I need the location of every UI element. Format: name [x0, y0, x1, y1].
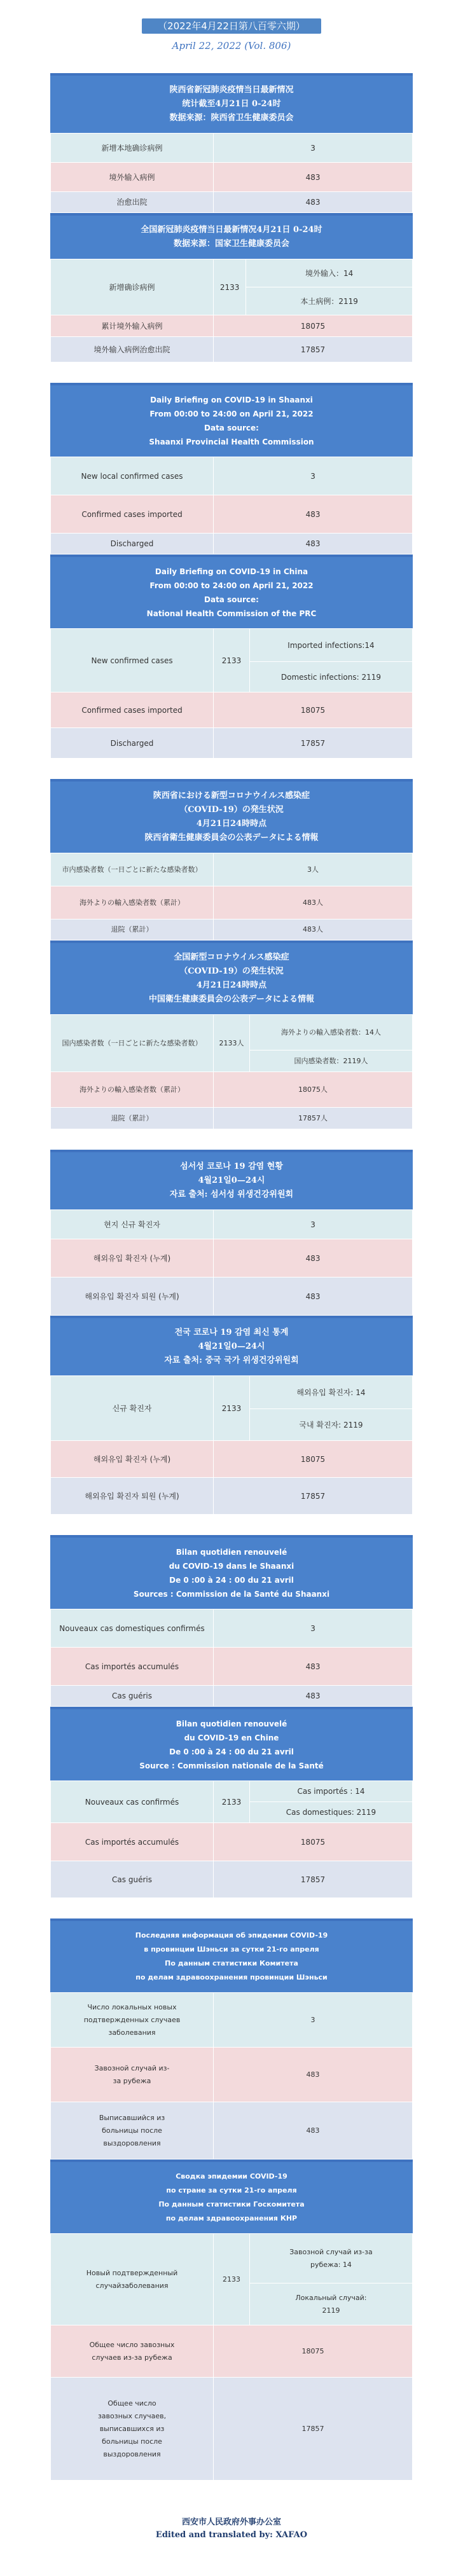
table-row: [51, 534, 413, 554]
table-row: [51, 495, 413, 534]
row-value: 483人: [214, 920, 413, 940]
title-line: 陕西省新冠肺炎疫情当日最新情况: [169, 85, 294, 95]
ru-shaanxi-title: [50, 1918, 413, 1992]
row-label: 해외유입 확진자 퇴원 (누계): [51, 1478, 214, 1515]
title-line: Сводка эпидемии COVID-19: [176, 2172, 287, 2180]
ko-shaanxi-section: [50, 1150, 413, 1316]
footer-credit: Edited and translated by: XAFAO: [155, 2530, 308, 2540]
page: [0, 18, 463, 2554]
title-line: From 00:00 to 24:00 on April 21, 2022: [149, 410, 314, 418]
row-label: Число локальных новых подтвержденных случаев заболевания: [51, 1993, 214, 2048]
row-value: 483: [214, 2048, 413, 2102]
title-line: Последняя информация об эпидемии COVID-19: [135, 1931, 328, 1939]
imported-cell: 해외유입 확진자: 14: [249, 1376, 412, 1409]
title-line: Daily Briefing on COVID-19 in China: [155, 567, 308, 576]
title-line: по делам здравоохранения КНР: [165, 2214, 298, 2222]
title-line: 자료 출처: 중국 국가 위생건강위원회: [164, 1356, 299, 1365]
row-label: Cas importés accumulés: [51, 1823, 214, 1861]
table-row: [51, 629, 413, 662]
row-value: 3: [214, 134, 413, 163]
ko-china-table: [50, 1375, 413, 1515]
title-line: 陝西省衛生健康委員会の公表データによる情報: [144, 833, 319, 843]
row-value: 483: [214, 495, 413, 534]
row-label: 해외유입 확진자 (누계): [51, 1441, 214, 1478]
title-line: 섬서성 코로나 19 감염 현황: [180, 1162, 283, 1171]
row-value: 18075: [214, 1441, 413, 1478]
row-value: 483: [214, 163, 413, 192]
ko-shaanxi-table: [50, 1209, 413, 1316]
title-line: du COVID-19 en Chine: [184, 1733, 279, 1742]
title-line: 中国衛生健康委員会の公表データによる情報: [148, 995, 314, 1004]
row-label: 治愈出院: [51, 192, 214, 213]
row-label: Общее число завозных случаев, выписавшихся из больницы после выздоровления: [51, 2378, 214, 2481]
row-value: 18075: [214, 692, 413, 728]
title-line: 数据来源：陕西省卫生健康委员会: [169, 113, 294, 123]
ru-china-title: [50, 2159, 413, 2233]
title-line: 4월21일0—24시: [198, 1342, 265, 1351]
en-china-title: [50, 554, 413, 628]
table-row: [51, 2325, 413, 2378]
row-value: 17857: [214, 337, 413, 362]
footer: [0, 2516, 463, 2542]
en-china-section: [50, 554, 413, 759]
local-cell: 국내 확진자: 2119: [249, 1409, 412, 1441]
title-line: в провинции Шэньси за сутки 21-го апреля: [144, 1945, 319, 1953]
title-line: по делам здравоохранения провинции Шэньси: [135, 1973, 328, 1981]
table-row: [51, 337, 413, 362]
table-row: [51, 1861, 413, 1898]
title-line: 4月21日24時時点: [196, 981, 267, 990]
imported-cell: Завозной случай из-за рубежа: 14: [249, 2234, 412, 2283]
ko-china-title: [50, 1316, 413, 1375]
row-value: 483: [214, 1648, 413, 1686]
table-row: [51, 853, 413, 886]
row-value: 2133: [214, 629, 250, 692]
row-label: 新增确诊病例: [51, 259, 214, 315]
row-value: 483: [214, 1686, 413, 1707]
table-row: [51, 1686, 413, 1707]
title-line: 전국 코로나 19 감염 최신 통계: [174, 1328, 289, 1337]
date-badge: （2022年4月22日第八百零六期）: [142, 18, 321, 34]
table-row: [51, 692, 413, 728]
title-line: 统计截至4月21日 0-24时: [182, 99, 281, 109]
row-value: 483: [214, 192, 413, 213]
title-line: du COVID-19 dans le Shaanxi: [169, 1562, 294, 1571]
local-cell: 国内感染者数：2119人: [249, 1050, 412, 1072]
row-value: 17857人: [214, 1108, 413, 1129]
ru-china-table: [50, 2233, 413, 2481]
en-shaanxi-title: [50, 383, 413, 457]
row-value: 17857: [214, 2378, 413, 2481]
row-value: 3: [214, 457, 413, 495]
title-line: Shaanxi Provincial Health Commission: [149, 437, 314, 446]
imported-cell: 境外输入：14: [246, 259, 413, 287]
table-row: [51, 2048, 413, 2102]
table-row: [51, 134, 413, 163]
ja-china-table: [50, 1014, 413, 1129]
row-label: Cas guéris: [51, 1686, 214, 1707]
title-line: По данным статистики Комитета: [165, 1959, 298, 1967]
table-row: [51, 1072, 413, 1108]
table-row: [51, 315, 413, 337]
fr-china-title: [50, 1707, 413, 1780]
local-cell: Domestic infections: 2119: [249, 662, 412, 692]
row-value: 18075: [214, 2325, 413, 2378]
zh-shaanxi-table: [50, 133, 413, 213]
row-label: Nouveaux cas confirmés: [51, 1781, 214, 1823]
row-value: 3人: [214, 853, 413, 886]
row-label: New confirmed cases: [51, 629, 214, 692]
en-shaanxi-section: [50, 383, 413, 554]
title-line: Data source:: [204, 424, 259, 432]
table-row: [51, 1239, 413, 1278]
imported-cell: Cas importés : 14: [249, 1781, 412, 1802]
zh-china-title: [50, 213, 413, 259]
zh-shaanxi-section: [50, 73, 413, 213]
ko-china-section: [50, 1316, 413, 1515]
title-line: 자료 출처: 섬서성 위생건강위원회: [169, 1190, 294, 1199]
table-row: [51, 192, 413, 213]
title-line: De 0 :00 à 24 : 00 du 21 avril: [169, 1747, 294, 1756]
title-line: 陝西省における新型コロナウイルス感染症: [153, 791, 310, 801]
title-line: 全国新冠肺炎疫情当日最新情况4月21日 0-24时: [141, 225, 322, 235]
row-value: 3: [214, 1993, 413, 2048]
fr-shaanxi-section: [50, 1535, 413, 1707]
title-line: 4月21日24時時点: [196, 819, 267, 829]
row-label: Завозной случай из-за рубежа: [51, 2048, 214, 2102]
row-value: 18075: [214, 1823, 413, 1861]
title-line: （COVID-19）の発生状況: [179, 967, 284, 976]
table-row: [51, 2234, 413, 2283]
table-row: [51, 259, 413, 287]
row-value: 3: [214, 1609, 413, 1648]
table-row: [51, 1648, 413, 1686]
ko-shaanxi-title: [50, 1150, 413, 1209]
row-label: 현지 신규 확진자: [51, 1210, 214, 1239]
row-value: 17857: [214, 1478, 413, 1515]
table-row: [51, 1609, 413, 1648]
table-row: [51, 1993, 413, 2048]
table-row: [51, 1015, 413, 1050]
table-row: [51, 728, 413, 759]
en-shaanxi-table: [50, 457, 413, 554]
table-row: [51, 1781, 413, 1802]
row-label: 退院（累計）: [51, 920, 214, 940]
local-cell: Cas domestiques: 2119: [249, 1802, 412, 1823]
ja-china-title: [50, 940, 413, 1014]
row-value: 3: [214, 1210, 413, 1239]
row-value: 483: [214, 2102, 413, 2159]
row-label: Общее число завозных случаев из-за рубежа: [51, 2325, 214, 2378]
title-line: 4월21일0—24시: [198, 1176, 265, 1185]
table-row: [51, 1823, 413, 1861]
title-line: по стране за сутки 21-го апреля: [166, 2186, 297, 2194]
imported-cell: 海外よりの輸入感染者数：14人: [249, 1015, 412, 1050]
title-line: Bilan quotidien renouvelé: [176, 1719, 287, 1728]
zh-china-table: [50, 259, 413, 362]
table-row: [51, 1478, 413, 1515]
table-row: [51, 2102, 413, 2159]
row-value: 2133: [214, 1781, 250, 1823]
row-label: Confirmed cases imported: [51, 692, 214, 728]
ru-china-section: [50, 2159, 413, 2481]
title-line: （COVID-19）の発生状況: [179, 805, 284, 815]
row-value: 483: [214, 1239, 413, 1278]
row-label: Cas guéris: [51, 1861, 214, 1898]
fr-shaanxi-table: [50, 1609, 413, 1707]
issue-line: April 22, 2022 (Vol. 806): [172, 40, 291, 52]
row-value: 17857: [214, 1861, 413, 1898]
row-value: 483: [214, 534, 413, 554]
row-label: 国内感染者数（一日ごとに新たな感染者数）: [51, 1015, 214, 1072]
en-china-table: [50, 628, 413, 759]
row-label: Discharged: [51, 534, 214, 554]
ja-shaanxi-table: [50, 853, 413, 940]
title-line: 全国新型コロナウイルス感染症: [174, 953, 289, 962]
title-line: Data source:: [204, 595, 259, 604]
ja-china-section: [50, 940, 413, 1129]
title-line: Bilan quotidien renouvelé: [176, 1548, 287, 1557]
local-cell: Локальный случай: 2119: [249, 2283, 412, 2325]
table-row: [51, 1210, 413, 1239]
title-line: Daily Briefing on COVID-19 in Shaanxi: [150, 396, 313, 404]
row-value: 17857: [214, 728, 413, 759]
row-value: 18075人: [214, 1072, 413, 1108]
row-label: 退院（累計）: [51, 1108, 214, 1129]
ja-shaanxi-section: [50, 779, 413, 940]
row-value: 2133: [214, 1376, 250, 1441]
row-label: 海外よりの輸入感染者数（累計）: [51, 886, 214, 920]
ru-shaanxi-table: [50, 1992, 413, 2159]
row-label: 境外输入病例治愈出院: [51, 337, 214, 362]
ja-shaanxi-title: [50, 779, 413, 853]
row-label: Discharged: [51, 728, 214, 759]
row-label: New local confirmed cases: [51, 457, 214, 495]
row-label: 해외유입 확진자 (누계): [51, 1239, 214, 1278]
title-line: De 0 :00 à 24 : 00 du 21 avril: [169, 1576, 294, 1585]
row-value: 2133: [214, 259, 246, 315]
table-row: [51, 163, 413, 192]
fr-china-section: [50, 1707, 413, 1898]
row-label: 新增本地确诊病例: [51, 134, 214, 163]
title-line: National Health Commission of the PRC: [146, 609, 317, 618]
fr-china-table: [50, 1780, 413, 1898]
row-label: Nouveaux cas domestiques confirmés: [51, 1609, 214, 1648]
ru-shaanxi-section: [50, 1918, 413, 2159]
table-row: [51, 920, 413, 940]
zh-shaanxi-title: [50, 73, 413, 133]
row-label: Выписавшийся из больницы после выздоровления: [51, 2102, 214, 2159]
imported-cell: Imported infections:14: [249, 629, 412, 662]
local-cell: 本土病例：2119: [246, 287, 413, 315]
table-row: [51, 1108, 413, 1129]
table-row: [51, 886, 413, 920]
title-line: По данным статистики Госкомитета: [158, 2200, 305, 2208]
title-line: Sources : Commission de la Santé du Shaanxi: [133, 1590, 330, 1599]
row-value: 2133: [214, 2234, 250, 2325]
row-label: 境外输入病例: [51, 163, 214, 192]
row-value: 483人: [214, 886, 413, 920]
row-label: 累计境外输入病例: [51, 315, 214, 337]
row-value: 2133人: [214, 1015, 250, 1072]
table-row: [51, 1441, 413, 1478]
row-label: 海外よりの輸入感染者数（累計）: [51, 1072, 214, 1108]
row-label: Новый подтвержденный случайзаболевания: [51, 2234, 214, 2325]
row-label: 市内感染者数（一日ごとに新たな感染者数）: [51, 853, 214, 886]
row-value: 18075: [214, 315, 413, 337]
title-line: Source : Commission nationale de la Santé: [139, 1761, 324, 1770]
row-label: 해외유입 확진자 퇴원 (누계): [51, 1278, 214, 1316]
title-line: 数据来源：国家卫生健康委员会: [173, 239, 289, 249]
footer-org: 西安市人民政府外事办公室: [181, 2517, 281, 2527]
title-line: From 00:00 to 24:00 on April 21, 2022: [149, 581, 314, 590]
row-label: Cas importés accumulés: [51, 1648, 214, 1686]
row-label: 신규 확진자: [51, 1376, 214, 1441]
zh-china-section: [50, 213, 413, 362]
row-label: Confirmed cases imported: [51, 495, 214, 534]
row-value: 483: [214, 1278, 413, 1316]
table-row: [51, 1278, 413, 1316]
table-row: [51, 2378, 413, 2481]
table-row: [51, 457, 413, 495]
table-row: [51, 1376, 413, 1409]
fr-shaanxi-title: [50, 1535, 413, 1609]
